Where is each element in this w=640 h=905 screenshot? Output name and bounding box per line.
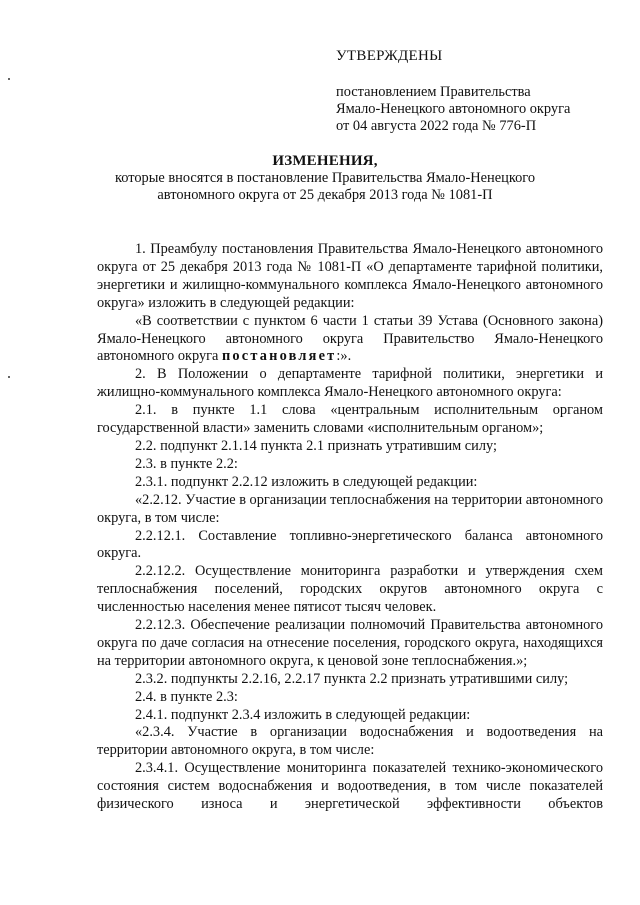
paragraph: 2.3.4.1. Осуществление мониторинга показателей технико-экономического состояния систем водоснабжения и водоотведения, в том числе показателей физического износа и энергетической эффективности объектов [97, 760, 603, 813]
paragraph: 2.2.12.1. Составление топливно-энергетического баланса автономного округа. [97, 527, 603, 562]
spaced-emphasis: постановляет [221, 348, 337, 365]
paragraph: «2.3.4. Участие в организации водоснабжения и водоотведения на территории автономного округа, в том числе: [97, 724, 603, 759]
document-subtitle: которые вносятся в постановление Правительства Ямало-Ненецкого [114, 170, 536, 186]
scan-mark [8, 78, 10, 80]
document-title: ИЗМЕНЕНИЯ, [272, 153, 378, 169]
document-title-block [60, 153, 590, 204]
document-subtitle: автономного округа от 25 декабря 2013 года № 1081-П [157, 187, 493, 203]
paragraph-text: :». [336, 348, 352, 365]
paragraph: 2.3.2. подпункты 2.2.16, 2.2.17 пункта 2.2 признать утратившими силу; [135, 670, 569, 687]
approval-block [336, 48, 606, 135]
paragraph: 2.1. в пункте 1.1 слова «центральным исполнительным органом государственной власти» заменить словами «исполнительным органом»; [97, 402, 603, 437]
paragraph: 1. Преамбулу постановления Правительства Ямало-Ненецкого автономного округа от 25 декабря 2013 года № 1081-П «О департаменте тарифной политики, энергетики и жилищно-коммунального комплекса Ямало-Ненецкого автономного округа» изложить в следующей редакции: [97, 241, 603, 311]
document-body [97, 241, 603, 814]
approval-heading: УТВЕРЖДЕНЫ [336, 48, 443, 64]
paragraph: 2.3.1. подпункт 2.2.12 изложить в следующей редакции: [135, 473, 478, 490]
approval-line: Ямало-Ненецкого автономного округа [336, 101, 571, 117]
paragraph: 2.2.12.3. Обеспечение реализации полномочий Правительства автономного округа по даче согласия на отнесение поселения, городского округа, находящихся на территории автономного округа, к ценовой зоне теплоснабжения.»; [97, 617, 603, 669]
paragraph: 2.4. в пункте 2.3: [135, 688, 238, 705]
paragraph: 2.2. подпункт 2.1.14 пункта 2.1 признать утратившим силу; [135, 437, 497, 454]
scan-mark [8, 376, 10, 378]
paragraph: 2.3. в пункте 2.2: [135, 455, 238, 472]
paragraph: «2.2.12. Участие в организации теплоснабжения на территории автономного округа, в том числе: [97, 491, 603, 526]
paragraph-text: «В соответствии с пунктом 6 части 1 статьи 39 Устава (Основного закона) Ямало-Ненецкого автономного округа Правительство Ямало-Ненецкого автономного округа [97, 312, 603, 365]
approval-line: от 04 августа 2022 года № 776-П [336, 118, 537, 134]
paragraph: 2.4.1. подпункт 2.3.4 изложить в следующей редакции: [135, 706, 471, 723]
paragraph: 2. В Положении о департаменте тарифной политики, энергетики и жилищно-коммунального комплекса Ямало-Ненецкого автономного округа: [97, 366, 603, 401]
approval-line: постановлением Правительства [336, 84, 531, 100]
paragraph [97, 313, 603, 367]
paragraph: 2.2.12.2. Осуществление мониторинга разработки и утверждения схем теплоснабжения поселений, городских округов автономного округа с численностью населения менее пятисот тысяч человек. [97, 563, 603, 616]
